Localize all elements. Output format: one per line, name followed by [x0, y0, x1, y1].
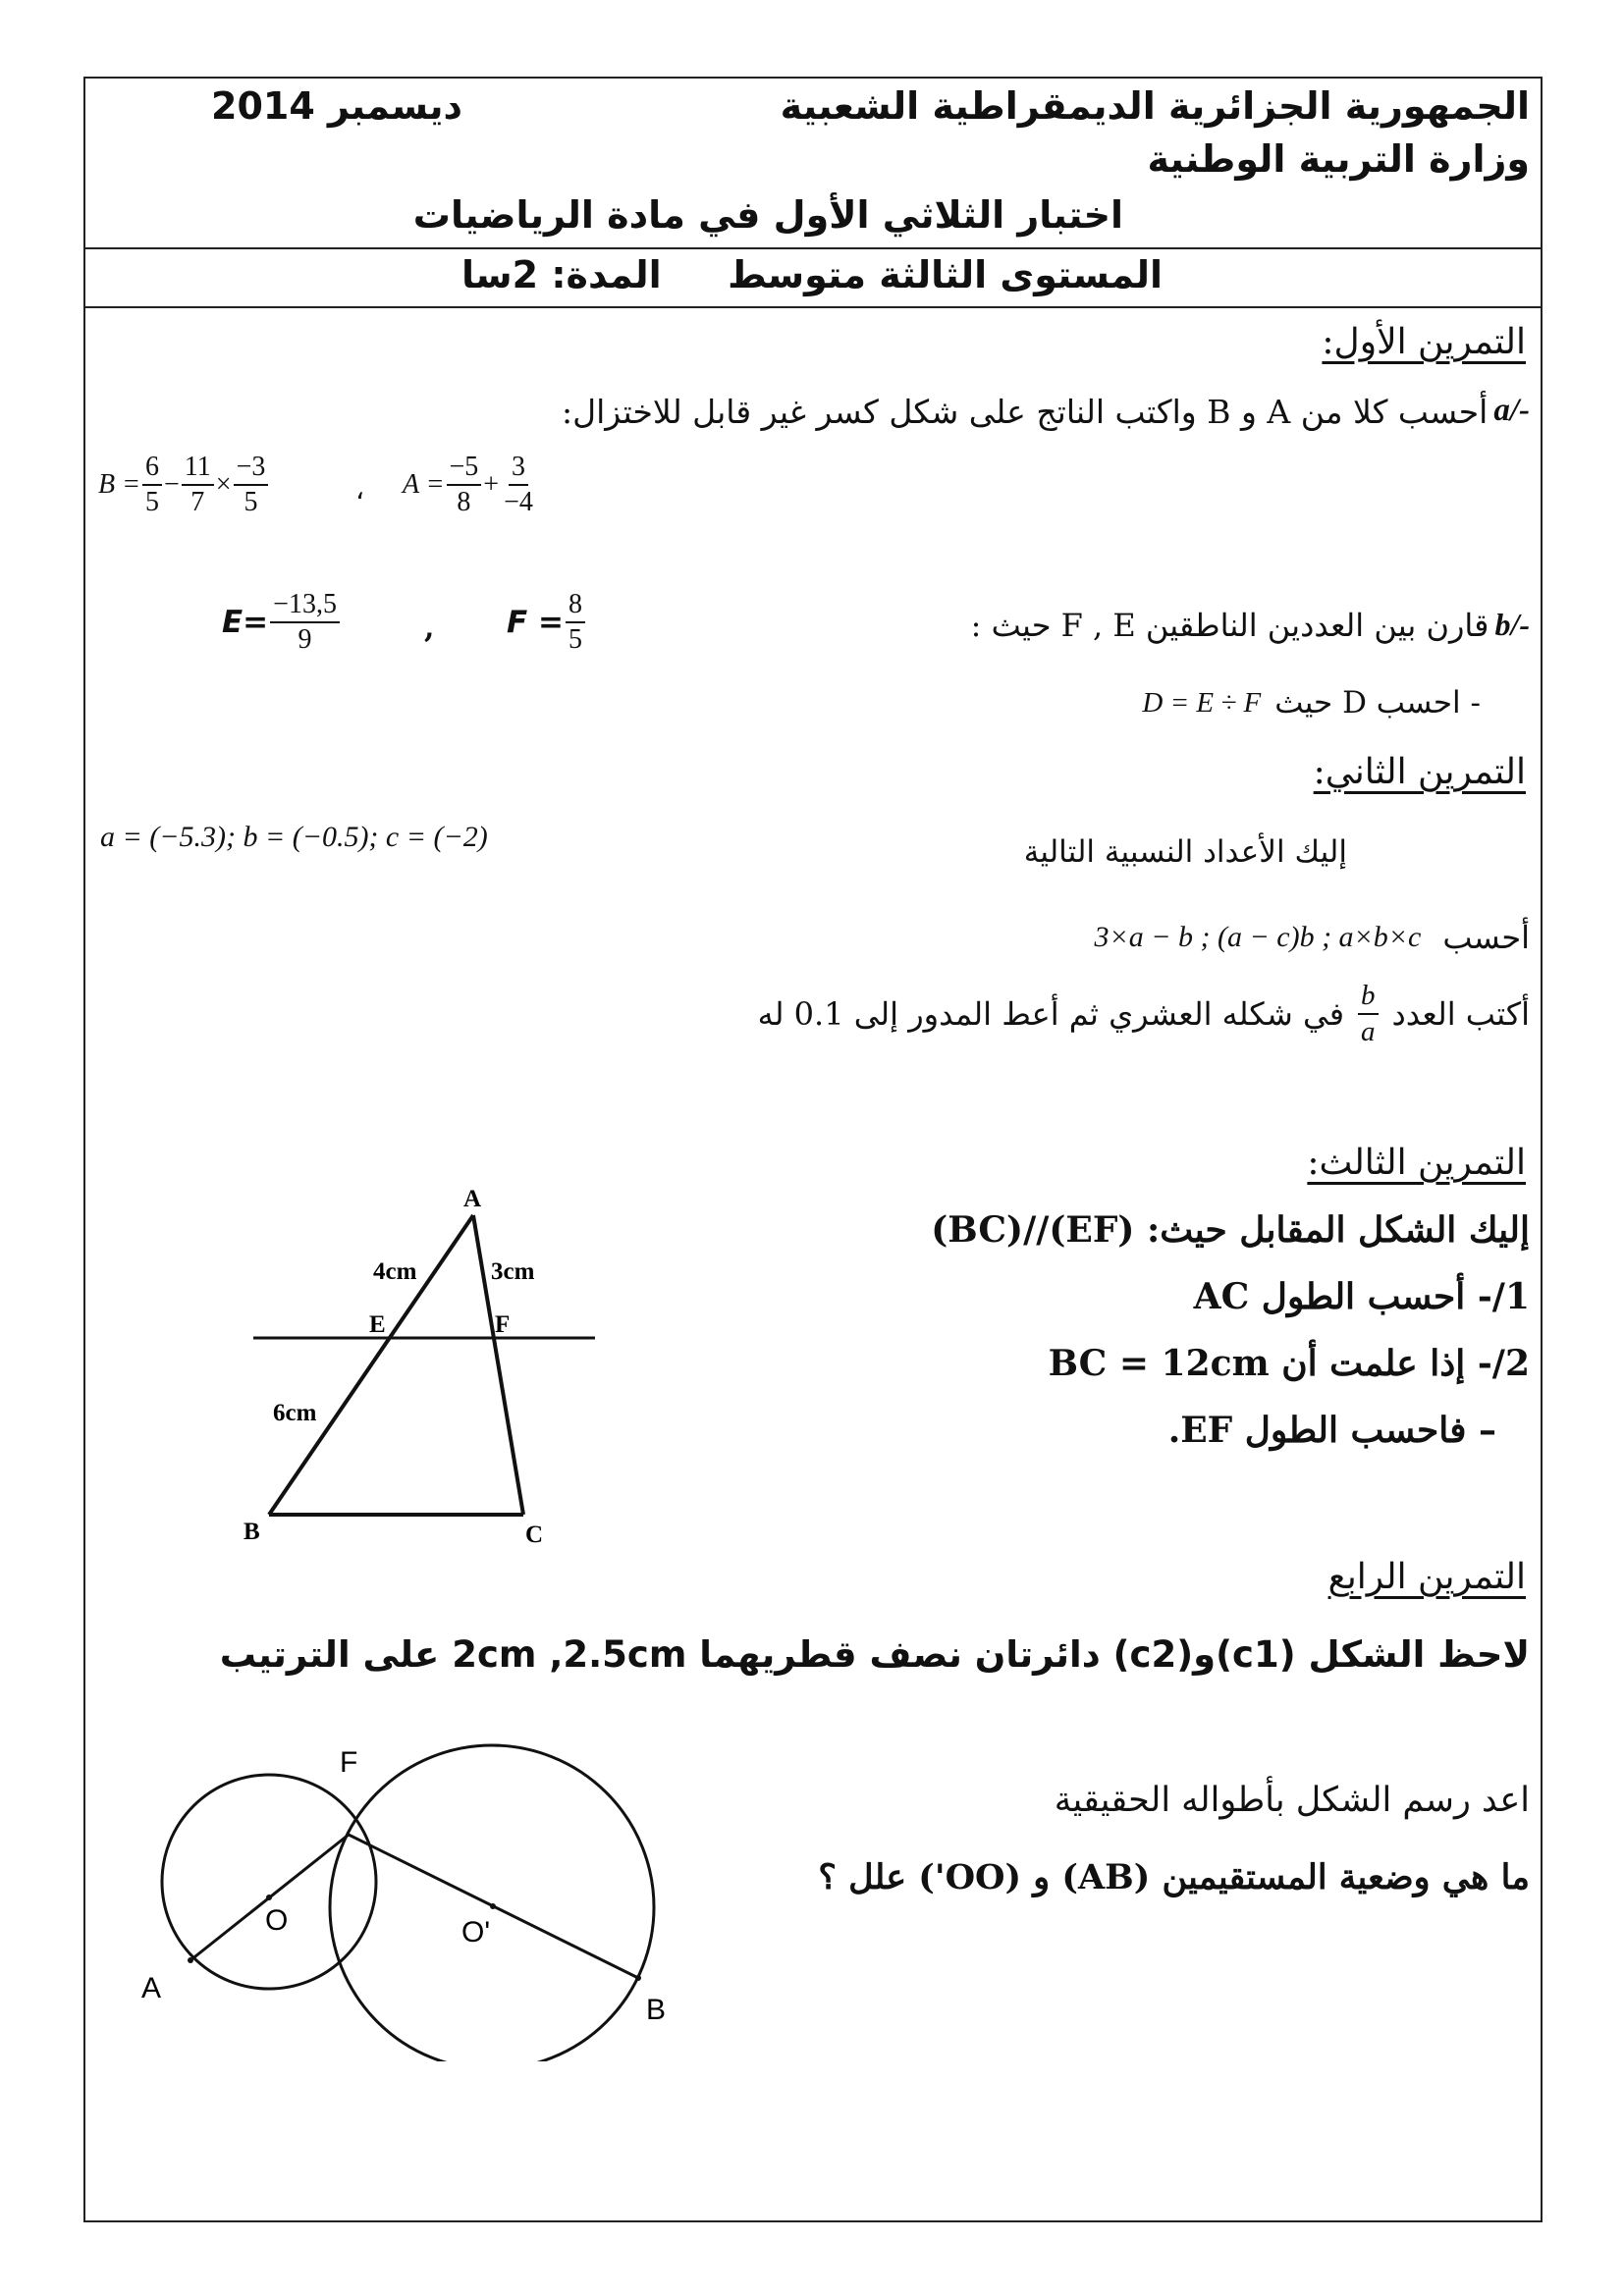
ex1-d-text: - احسب D حيث — [1274, 685, 1481, 721]
ex3-intro: إليك الشكل المقابل حيث: (EF)//(BC) — [931, 1209, 1530, 1251]
ministry-name: وزارة التربية الوطنية — [1147, 137, 1530, 181]
ex3-title: التمرين الثالث: — [1307, 1143, 1526, 1183]
ex2-intro: إليك الأعداد النسبية التالية — [1023, 834, 1347, 870]
fraction — [270, 591, 340, 654]
denominator: 9 — [298, 624, 312, 655]
level: المستوى الثالثة متوسط — [728, 253, 1163, 296]
numerator: −5 — [447, 454, 482, 486]
formula-comma: , — [424, 611, 435, 645]
formula-B — [98, 454, 270, 516]
header-divider-2 — [83, 306, 1543, 308]
exam-title: اختبار الثلاثي الأول في مادة الرياضيات — [412, 193, 1123, 237]
point-B — [635, 1975, 641, 1981]
denominator: 7 — [190, 487, 205, 517]
label-A: A — [463, 1186, 482, 1212]
numerator: 3 — [509, 454, 528, 486]
operator: × — [215, 469, 232, 500]
formula-E — [222, 591, 342, 654]
fraction — [234, 454, 269, 516]
numerator: b — [1358, 982, 1379, 1015]
fraction — [566, 591, 585, 654]
triangle-figure — [216, 1173, 628, 1556]
ex1-d-formula: D = E ÷ F — [1142, 686, 1262, 719]
side-AB — [269, 1215, 473, 1515]
label-A: A — [141, 1972, 162, 2004]
formula-A-lhs: A = — [403, 469, 445, 500]
ex1-b-text: قارن بين العددين الناطقين F , E حيث : — [970, 607, 1489, 644]
denominator: 5 — [244, 487, 258, 517]
label-F: F — [495, 1311, 511, 1338]
fraction — [142, 454, 162, 516]
center-O2-point — [490, 1903, 496, 1909]
numerator: −13,5 — [270, 591, 340, 623]
label-O2: O' — [461, 1916, 491, 1949]
formula-F — [507, 591, 587, 654]
formula-B-lhs: B = — [98, 469, 140, 500]
denominator: 5 — [145, 487, 159, 517]
circles-figure — [137, 1737, 687, 2061]
label-AE: 4cm — [373, 1258, 417, 1285]
label-C: C — [525, 1522, 544, 1548]
circle-c2 — [330, 1745, 654, 2061]
center-O-point — [266, 1895, 272, 1900]
formula-E-lhs: E= — [222, 605, 269, 640]
fraction — [501, 454, 536, 516]
ex4-statement: لاحظ الشكل (c1)و(c2) دائرتان نصف قطريهما 2cm ,2.5cm على الترتيب — [219, 1633, 1530, 1676]
ex2-expressions: 3×a − b ; (a − c)b ; a×b×c — [1094, 921, 1422, 953]
point-A — [188, 1957, 193, 1963]
numerator: 6 — [142, 454, 162, 486]
ex2-compute-label: أحسب — [1442, 919, 1530, 956]
numerator: 11 — [182, 454, 214, 486]
denominator: −4 — [504, 487, 533, 517]
denominator: a — [1361, 1016, 1376, 1047]
ex2-write-post: في شكله العشري ثم أعط المدور إلى 0.1 له — [757, 995, 1344, 1033]
ex2-title: التمرين الثاني: — [1313, 752, 1526, 792]
header-divider-1 — [83, 247, 1543, 249]
denominator: 5 — [568, 624, 582, 655]
label-O: O — [265, 1904, 289, 1937]
ex1-b-marker: b/- — [1494, 607, 1530, 642]
fraction — [182, 454, 214, 516]
ex4-task1: اعد رسم الشكل بأطواله الحقيقية — [1054, 1781, 1530, 1820]
label-B: B — [646, 1994, 667, 2026]
fraction — [447, 454, 482, 516]
ex2-values: a = (−5.3); b = (−0.5); c = (−2) — [100, 821, 488, 853]
ex1-part-b — [971, 607, 1530, 644]
ex1-part-d — [1142, 685, 1481, 721]
denominator: 8 — [457, 487, 471, 517]
operator: + — [483, 469, 500, 500]
ex3-q1: 1/- أحسب الطول AC — [1193, 1276, 1530, 1317]
ex3-q3: – فاحسب الطول EF. — [1167, 1410, 1496, 1451]
ex1-a-text: أحسب كلا من A و B واكتب الناتج على شكل كسر غير قابل للاختزال: — [562, 393, 1489, 431]
ex4-task2: ما هي وضعية المستقيمين (AB) و (OO') علل ؟ — [818, 1857, 1530, 1897]
country-name: الجمهورية الجزائرية الديمقراطية الشعبية — [780, 84, 1530, 128]
ex3-q2: 2/- إذا علمت أن BC = 12cm — [1048, 1343, 1530, 1384]
label-AF: 3cm — [491, 1258, 535, 1285]
numerator: −3 — [234, 454, 269, 486]
formula-A — [403, 454, 538, 516]
label-E: E — [369, 1311, 386, 1338]
ex2-compute — [1095, 919, 1530, 956]
duration: المدة: 2سا — [461, 253, 662, 296]
label-B: B — [244, 1519, 260, 1545]
formula-F-lhs: F = — [507, 605, 564, 640]
ex2-write — [758, 982, 1530, 1046]
fraction-b-over-a — [1358, 982, 1379, 1046]
ex4-title: التمرين الرابع — [1327, 1557, 1526, 1597]
operator: − — [164, 469, 180, 500]
formula-separator: ، — [355, 473, 365, 506]
ex1-part-a — [562, 393, 1530, 431]
numerator: 8 — [566, 591, 585, 623]
ex1-a-marker: a/- — [1493, 393, 1530, 428]
exam-date: ديسمبر 2014 — [211, 84, 463, 128]
label-EB: 6cm — [273, 1400, 317, 1426]
label-F: F — [340, 1746, 358, 1779]
ex2-write-pre: أكتب العدد — [1391, 995, 1530, 1033]
ex1-title: التمرين الأول: — [1322, 322, 1526, 362]
